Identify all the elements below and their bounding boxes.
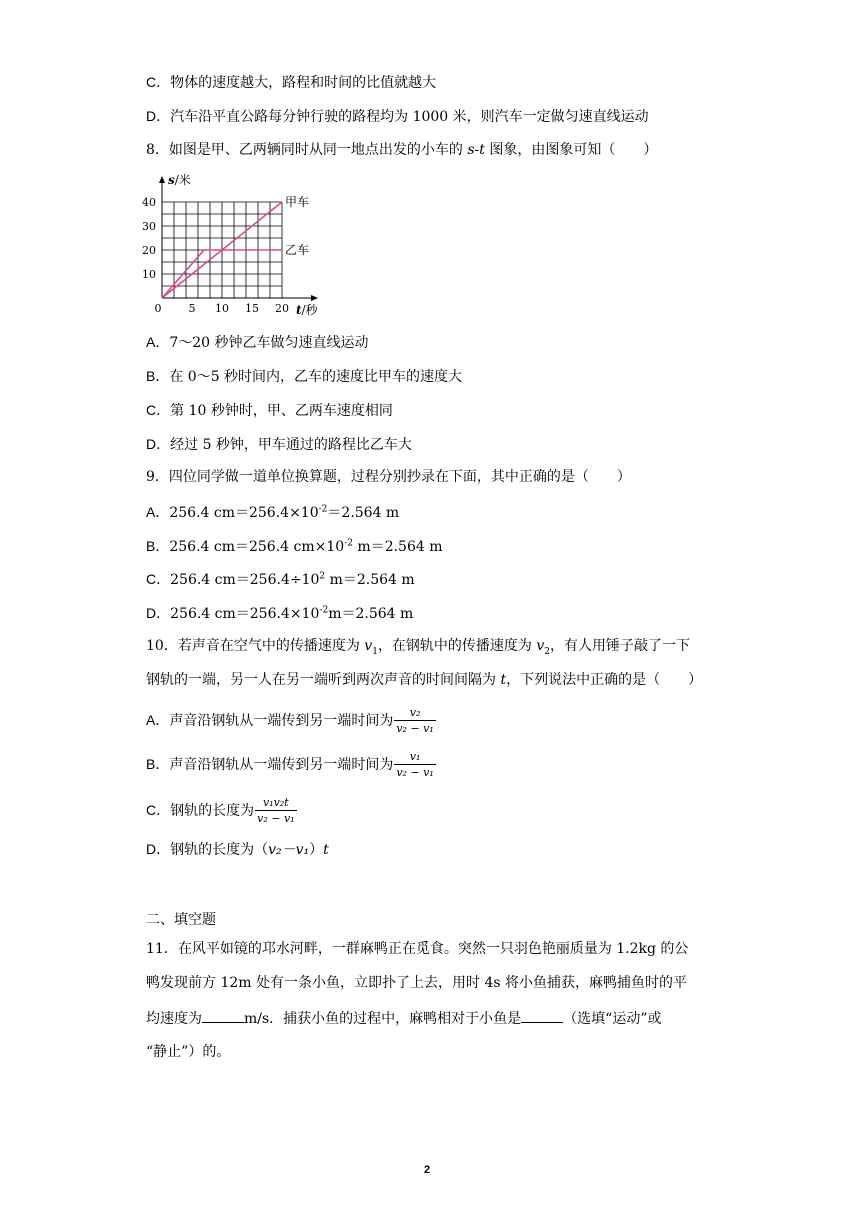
option-text: 声音沿钢轨从一端传到另一端时间为 (169, 757, 394, 773)
q7-option-d (146, 106, 649, 127)
fraction-denominator: v₂ − v₁ (396, 722, 434, 735)
answer-blank-1[interactable] (202, 1008, 244, 1023)
option-label: A． (146, 334, 170, 350)
option-label: D． (146, 108, 171, 124)
option-text-end: m＝2.564 m (352, 539, 443, 555)
option-label: D． (146, 841, 171, 857)
option-text: ） (309, 842, 324, 858)
y-tick-label: 40 (142, 196, 156, 209)
q8-option-c (146, 400, 393, 421)
exponent: 2 (319, 571, 326, 582)
y-tick-label: 10 (142, 268, 156, 281)
fraction (394, 750, 435, 780)
answer-blank-2[interactable] (521, 1008, 563, 1023)
option-text: 256.4 cm＝256.4 cm×10 (169, 539, 345, 555)
exponent: -2 (318, 504, 328, 515)
fraction (394, 706, 435, 736)
q8-option-a (146, 332, 369, 353)
q10-option-c (146, 796, 297, 826)
q10-stem-line-2 (146, 670, 702, 690)
q8-option-b (146, 366, 462, 387)
v1-subscript: 1 (372, 646, 378, 657)
fraction-denominator: v₂ − v₁ (396, 766, 434, 779)
q8-stem-variable: s-t (467, 142, 485, 158)
st-graph (140, 170, 320, 320)
t-symbol: t (323, 842, 329, 858)
y-axis-label: s/米 (168, 173, 191, 187)
q10-stem-line-1 (146, 636, 690, 656)
option-text: 256.4 cm＝256.4×10 (169, 505, 319, 521)
q9-option-c (146, 569, 415, 590)
series-label: 甲车 (285, 195, 310, 209)
q9-option-a (146, 502, 399, 523)
option-text: 汽车沿平直公路每分钟行驶的路程均为 1000 米，则汽车一定做匀速直线运动 (170, 109, 649, 125)
q10-option-a (146, 706, 436, 736)
q11-line-3 (146, 1008, 662, 1029)
option-text-end: m＝2.564 m (328, 606, 414, 622)
option-text: 7～20 秒钟乙车做匀速直线运动 (169, 335, 369, 351)
chart-labels (142, 172, 319, 317)
option-label: D． (146, 605, 171, 621)
q9-option-b (146, 536, 443, 557)
t-symbol: t (500, 672, 507, 688)
v2-subscript: 2 (544, 646, 551, 657)
series-label: 乙车 (285, 243, 310, 257)
v2-symbol: v (536, 638, 545, 654)
option-label: B． (146, 756, 170, 772)
q10-text: ，下列说法中正确的是（ ） (506, 672, 703, 688)
q9-option-d (146, 603, 413, 624)
option-label: C． (146, 571, 171, 587)
x-tick-label: 10 (215, 302, 229, 315)
x-tick-label: 20 (275, 302, 289, 315)
q8-stem (146, 140, 657, 160)
y-tick-label: 20 (142, 244, 156, 257)
q8-option-d (146, 434, 412, 455)
option-label: B． (146, 538, 170, 554)
fraction-numerator: v₁ (409, 750, 421, 763)
q9-stem: 9．四位同学做一道单位换算题，过程分别抄录在下面，其中正确的是（ ） (146, 469, 631, 485)
q11-line-2: 鸭发现前方 12m 处有一条小鱼，立即扑了上去，用时 4s 将小鱼捕获，麻鸭捕鱼时的平 (146, 975, 687, 991)
y-tick-label: 30 (142, 220, 156, 233)
q10-option-d (146, 839, 329, 860)
q10-text: 10．若声音在空气中的传播速度为 (146, 638, 365, 654)
x-axis-label: t/秒 (296, 303, 318, 317)
option-label: C． (146, 402, 171, 418)
q11-line-4: “静止”）的。 (146, 1044, 231, 1060)
q11-line-1: 11．在风平如镜的邛水河畔，一群麻鸭正在觅食。突然一只羽色艳丽质量为 1.2kg 的公 (146, 941, 689, 957)
option-text: 钢轨的长度为 (170, 803, 255, 819)
q8-stem-text: 8．如图是甲、乙两辆同时从同一地点出发的小车的 (146, 142, 468, 158)
exponent: -2 (319, 605, 329, 616)
fraction-numerator: v₁v₂t (263, 796, 289, 809)
option-label: C． (146, 802, 171, 818)
origin-label: 0 (154, 302, 162, 315)
q11-text: m/s．捕获小鱼的过程中，麻鸭相对于小鱼是 (244, 1011, 522, 1027)
fraction-numerator: v₂ (409, 706, 421, 719)
page-number: 2 (424, 1164, 431, 1176)
option-text: 声音沿钢轨从一端传到另一端时间为 (169, 713, 394, 729)
x-tick-label: 5 (188, 302, 196, 315)
option-label: A． (146, 504, 170, 520)
option-text: 物体的速度越大，路程和时间的比值就越大 (170, 75, 437, 91)
option-text: 经过 5 秒钟，甲车通过的路程比乙车大 (170, 437, 412, 453)
q8-stem-text-end: 图象，由图象可知（ ） (484, 142, 658, 158)
q7-option-c (146, 72, 436, 93)
expression: v₂－v₁ (268, 842, 310, 858)
option-text: 256.4 cm＝256.4÷10 (170, 572, 320, 588)
q11-text: 均速度为 (146, 1011, 202, 1027)
q11-text: （选填“运动”或 (563, 1011, 662, 1027)
q10-text: ，有人用锤子敲了一下 (550, 638, 691, 654)
y-axis-arrow (159, 176, 165, 183)
q10-text: ，在钢轨中的传播速度为 (377, 638, 537, 654)
option-label: D． (146, 436, 171, 452)
option-label: C． (146, 74, 171, 90)
q10-text: 钢轨的一端，另一人在另一端听到两次声音的时间间隔为 (146, 672, 501, 688)
fraction (255, 796, 296, 826)
option-label: B． (146, 368, 170, 384)
fraction-denominator: v₂ − v₁ (257, 812, 295, 825)
x-axis-arrow (311, 295, 318, 301)
q10-option-b (146, 750, 436, 780)
option-text: 第 10 秒钟时，甲、乙两车速度相同 (170, 403, 393, 419)
section-title: 二、填空题 (146, 912, 216, 928)
x-tick-label: 15 (245, 302, 259, 315)
exponent: -2 (344, 538, 353, 549)
option-text: 钢轨的长度为（ (170, 842, 269, 858)
option-label: A． (146, 712, 170, 728)
option-text-end: ＝2.564 m (327, 505, 400, 521)
option-text: 256.4 cm＝256.4×10 (170, 606, 320, 622)
option-text: 在 0～5 秒时间内，乙车的速度比甲车的速度大 (169, 369, 463, 385)
v1-symbol: v (364, 638, 373, 654)
option-text-end: m＝2.564 m (325, 572, 415, 588)
